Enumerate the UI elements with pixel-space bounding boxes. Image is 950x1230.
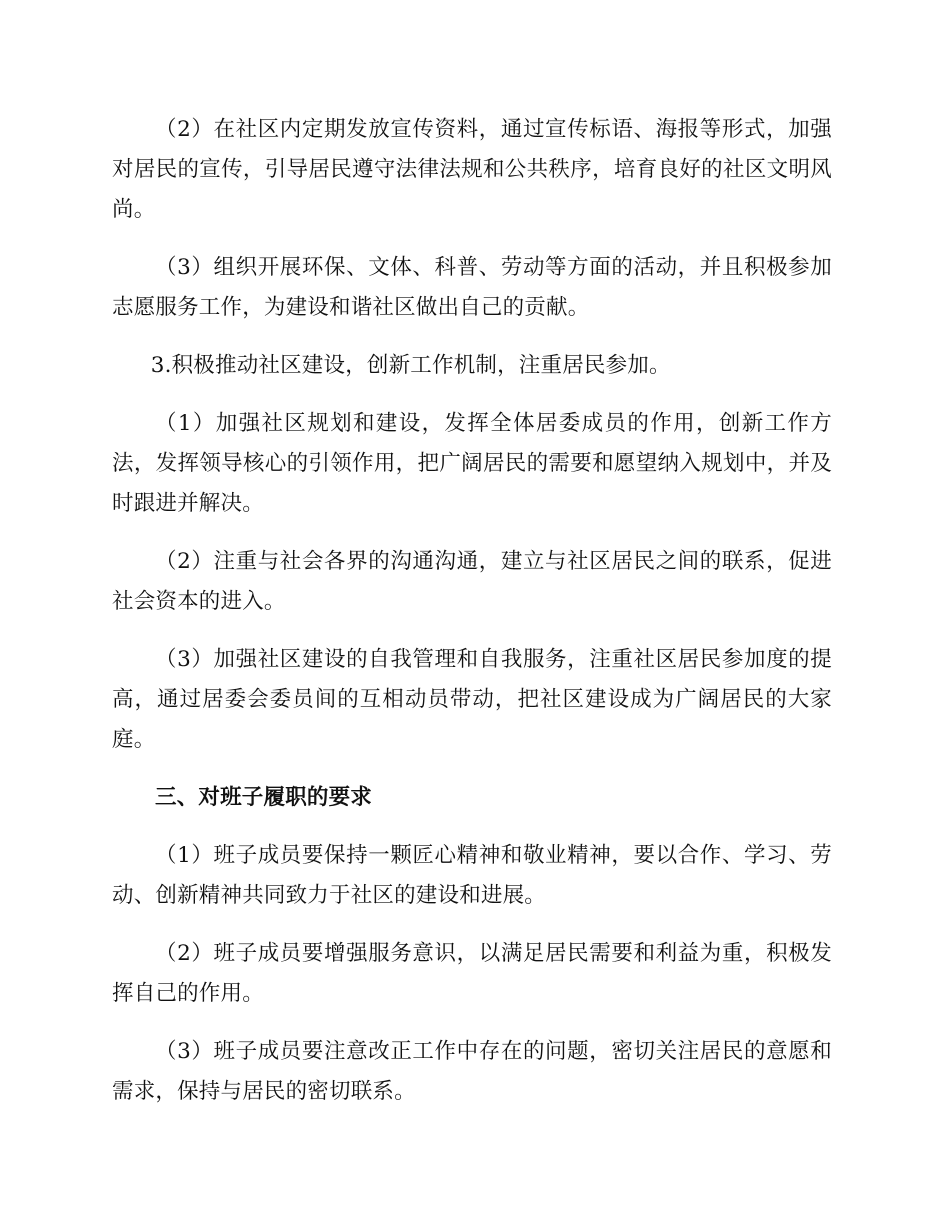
- paragraph-subheading: 3.积极推动社区建设，创新工作机制，注重居民参加。: [150, 353, 671, 378]
- paragraph-item: （2）班子成员要增强服务意识，以满足居民需要和利益为重，积极发挥自己的作用。: [112, 941, 832, 1006]
- paragraph-item: （3）班子成员要注意改正工作中存在的问题，密切关注居民的意愿和需求，保持与居民的密切联系。: [112, 1039, 832, 1104]
- document-page: [112, 110, 832, 1130]
- paragraph-item: （1）加强社区规划和建设，发挥全体居委成员的作用，创新工作方法，发挥领导核心的引领作用，把广阔居民的需要和愿望纳入规划中，并及时跟进并解决。: [112, 411, 832, 516]
- paragraph-item: （2）在社区内定期发放宣传资料，通过宣传标语、海报等形式，加强对居民的宣传，引导居民遵守法律法规和公共秩序，培育良好的社区文明风尚。: [112, 117, 832, 222]
- section-heading: 三、对班子履职的要求: [155, 785, 373, 810]
- paragraph-item: （1）班子成员要保持一颗匠心精神和敬业精神，要以合作、学习、劳动、创新精神共同致力于社区的建设和进展。: [112, 843, 832, 908]
- paragraph-item: （2）注重与社会各界的沟通沟通，建立与社区居民之间的联系，促进社会资本的进入。: [112, 549, 832, 614]
- paragraph-item: （3）组织开展环保、文体、科普、劳动等方面的活动，并且积极参加志愿服务工作，为建设和谐社区做出自己的贡献。: [112, 255, 832, 320]
- paragraph-item: （3）加强社区建设的自我管理和自我服务，注重社区居民参加度的提高，通过居委会委员间的互相动员带动，把社区建设成为广阔居民的大家庭。: [112, 647, 832, 752]
